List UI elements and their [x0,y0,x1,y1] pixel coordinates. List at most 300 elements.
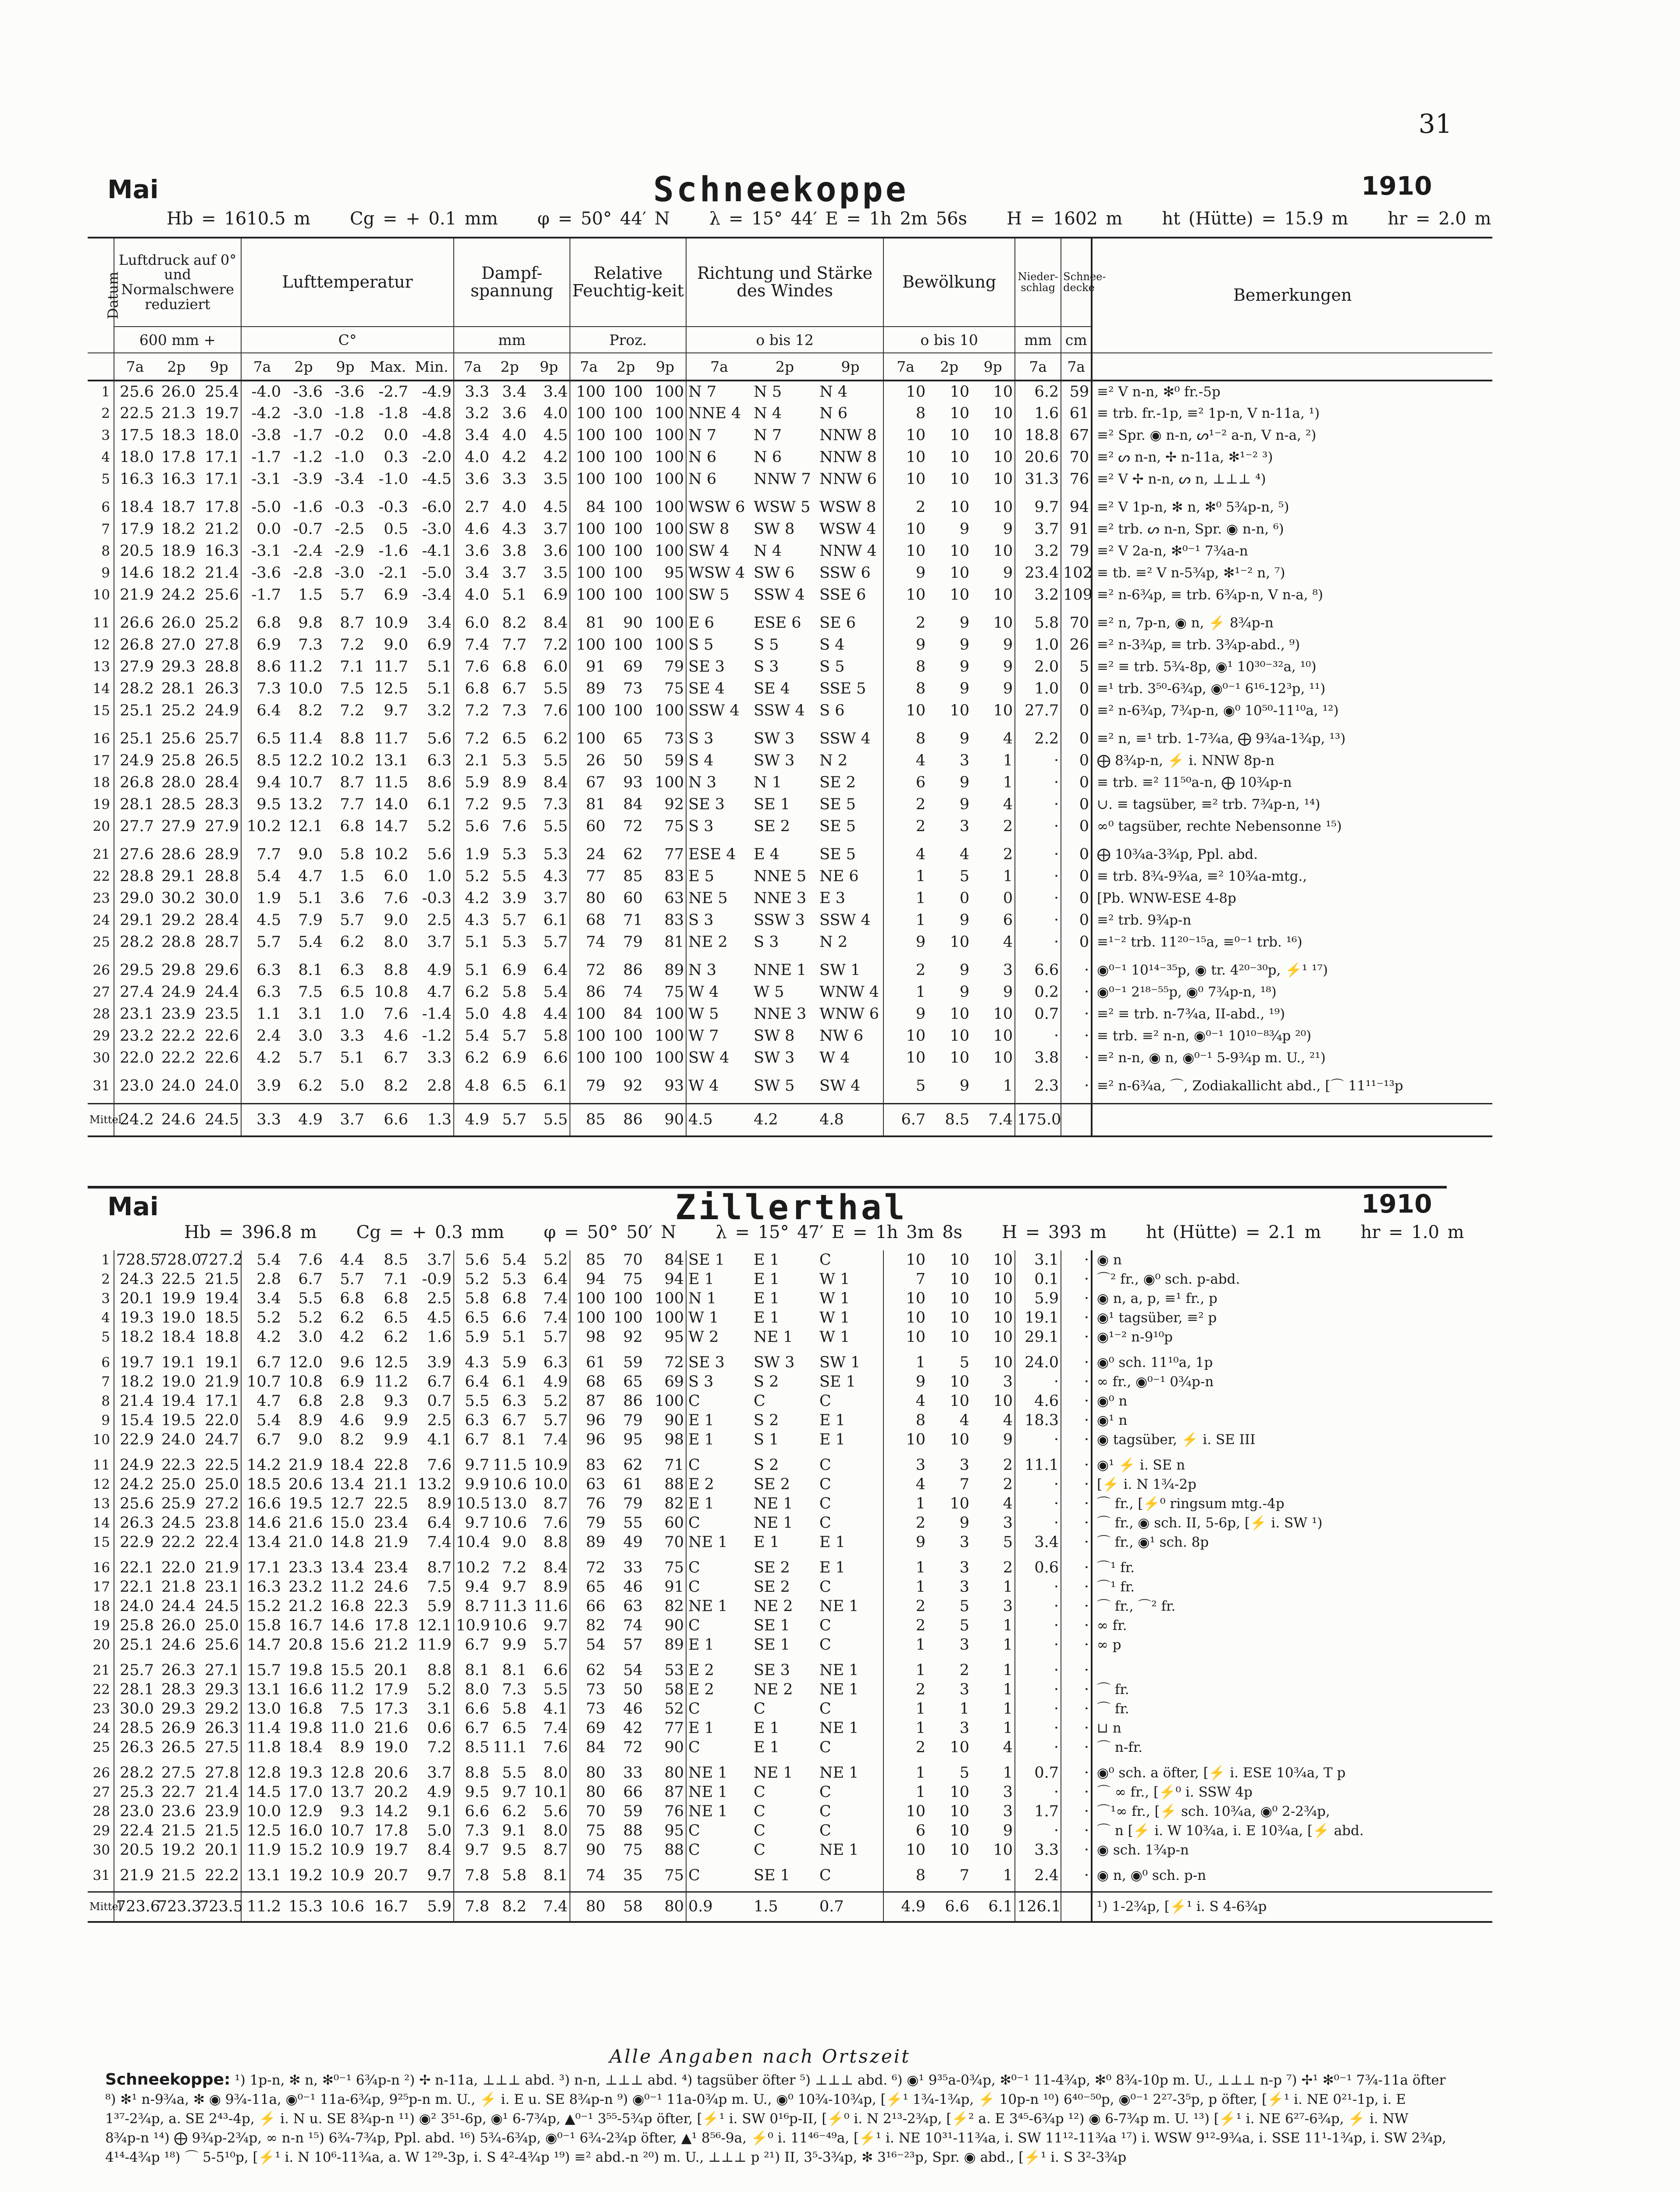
data-cell: 1.5 [298,586,323,604]
data-cell: 9 [1003,680,1013,697]
remarks-cell: ≡² V 2a-n, ✻⁰⁻¹ 7¾a-n [1092,540,1492,562]
schneekoppe-data-table [88,237,1492,1137]
data-cell: 100 [613,701,643,719]
data-cell: 22.5 [161,1270,196,1288]
subheader-cell: 7a [1015,353,1061,381]
data-cell: 12.0 [288,1353,323,1371]
data-cell: 74 [623,983,643,1001]
data-cell: · [1015,1577,1061,1597]
data-cell: 3.4 [502,383,527,401]
data-cell: 10 [993,426,1013,444]
data-cell: 5.1 [502,586,527,604]
data-cell: 6.7 [454,1635,491,1655]
data-cell: 46 [623,1700,643,1718]
data-cell: NNE 4 [686,402,752,424]
col-wind: Richtung und Stärke des Windes [686,238,883,327]
data-cell: · [1015,1475,1061,1494]
data-cell: 4.5 [543,426,568,444]
table-row [88,1699,1492,1719]
data-cell: 12.5 [241,1821,283,1840]
data-cell: 13.0 [493,1495,527,1512]
data-cell: 10 [883,468,927,490]
remarks-cell: ⊔ n [1092,1719,1492,1738]
data-cell: 62 [623,1456,643,1474]
data-cell: 2.4 [1015,1866,1061,1885]
data-cell: 9 [883,1372,927,1391]
data-cell: 21.9 [374,1533,408,1551]
data-cell: 3 [1003,1802,1013,1820]
data-cell: 90 [570,1840,607,1860]
data-cell: 5.6 [427,729,452,747]
data-cell: 4.4 [543,1005,568,1023]
data-cell: 7.2 [543,636,568,654]
table-row [88,468,1492,490]
data-cell: 1.5 [340,867,365,885]
data-cell: 2 [1003,845,1013,863]
data-cell: 15.5 [330,1661,364,1679]
remarks-cell: ◉ n, ◉⁰ sch. p-n [1092,1866,1492,1885]
data-cell: 1 [883,1699,927,1719]
mean-cell: 723.6 [114,1892,156,1922]
data-cell: 13.1 [374,751,409,769]
data-cell: · [1015,1719,1061,1738]
data-cell: 10 [993,614,1013,632]
data-cell: 73 [570,1699,607,1719]
data-cell: 10 [993,383,1013,401]
data-cell: ESE 4 [686,843,752,865]
data-cell: 7.9 [298,911,323,929]
data-cell: 11.1 [1015,1455,1061,1475]
data-cell: SW 4 [686,540,752,562]
data-cell: 25.1 [114,728,156,750]
data-cell: 0.6 [1015,1558,1061,1577]
data-cell: 5.6 [543,1802,568,1820]
table-row [88,1558,1492,1577]
remarks-cell: ≡² trb. 9¾p-n [1092,909,1492,931]
data-cell: 15.2 [241,1597,283,1616]
data-cell: W 1 [819,1289,850,1307]
data-cell: 8.1 [502,1430,527,1448]
data-cell: E 1 [686,1719,752,1738]
data-cell: 6.9 [543,586,568,604]
mean-cell: 1.3 [427,1110,452,1128]
mean-cell: 4.9 [298,1110,323,1128]
day-cell: 13 [93,658,110,675]
data-cell: 68 [570,909,607,931]
data-cell: 10 [950,564,970,582]
col-bemerkungen: Bemerkungen [1092,238,1492,353]
data-cell: 3.0 [298,1027,323,1045]
data-cell: SW 8 [754,1027,795,1045]
data-cell: 3.9 [427,1353,452,1371]
data-cell: SSE 5 [819,680,866,697]
data-cell: SW 3 [754,751,795,769]
data-cell: 69 [623,658,643,676]
data-cell: 5.2 [543,1392,568,1410]
mean-cell: 80 [570,1892,607,1922]
data-cell: 3.1 [427,1700,452,1718]
data-cell: 5.4 [543,983,568,1001]
data-cell: 14.5 [241,1783,283,1802]
data-cell: 6.6 [454,1802,491,1821]
data-cell: 3 [1003,961,1013,979]
data-cell: 4 [959,1411,969,1429]
data-cell: 100 [613,1309,643,1327]
data-cell: 0.5 [384,520,409,538]
data-cell: 3.7 [427,933,452,951]
data-cell: C [819,1495,831,1512]
data-cell: NNW 6 [819,470,877,488]
subheader-cell [88,353,114,381]
data-cell: 79 [1061,540,1092,562]
data-cell: 4 [1003,933,1013,951]
data-cell: 2 [883,815,927,837]
data-cell: 5.5 [454,1391,491,1411]
data-cell: 8 [883,1866,927,1885]
data-cell: 21.4 [114,1391,156,1411]
data-cell: 23.8 [205,1514,239,1532]
table-row [88,634,1492,656]
table-row [88,772,1492,794]
day-cell: 23 [93,1701,110,1717]
data-cell: 1 [883,1719,927,1738]
data-cell: N 2 [819,933,848,951]
day-cell: 16 [93,730,110,747]
data-cell: 21.5 [161,1822,196,1840]
data-cell: 7.7 [502,636,527,654]
data-cell: 22.4 [205,1533,239,1551]
data-cell: · [1061,1680,1092,1699]
data-cell: 100 [655,520,684,538]
table-row [88,700,1492,722]
data-cell: 21.4 [205,1783,239,1801]
data-cell: -1.6 [293,498,323,516]
data-cell: 3.4 [454,562,491,584]
data-cell: 84 [570,1738,607,1757]
data-cell: 3.2 [1015,584,1061,606]
data-cell: 10.2 [241,815,283,837]
data-cell: 50 [623,1680,643,1698]
data-cell: 91 [1061,518,1092,540]
data-cell: · [1061,1250,1092,1270]
data-cell: 9 [959,680,970,697]
data-cell: 100 [570,446,607,468]
data-cell: · [1061,1372,1092,1391]
data-cell: 16.3 [241,1577,283,1597]
data-cell: 16.3 [161,470,196,488]
data-cell: 15.0 [330,1514,364,1532]
data-cell: 8 [883,1411,927,1430]
mean-cell: 3.3 [241,1104,283,1136]
data-cell: 25.7 [205,729,239,747]
remarks-cell: ≡² n, ≡¹ trb. 1-7¾a, ⨁ 9¾a-1¾p, ¹³) [1092,728,1492,750]
data-cell: 10 [883,1430,927,1449]
data-cell: 0.7 [1015,1763,1061,1783]
data-cell: 6.2 [502,1802,527,1820]
data-cell: 10.2 [454,1558,491,1577]
data-cell: N 6 [819,404,848,422]
table-row [88,612,1492,634]
station-parameter: φ = 50° 44′ N [537,209,670,229]
table-row [88,1075,1492,1097]
table-row [88,1411,1492,1430]
data-cell: 3 [959,1636,969,1654]
data-cell: -6.0 [422,498,452,516]
data-cell: 21.5 [161,1866,196,1884]
data-cell: 5.7 [241,931,283,953]
data-cell: 10 [993,1270,1013,1288]
data-cell: 5.8 [1015,612,1061,634]
data-cell: 2 [883,496,927,518]
data-cell: 7.3 [502,1680,527,1698]
data-cell: 2 [1003,817,1013,835]
data-cell: 81 [570,612,607,634]
data-cell: 33 [623,1559,643,1576]
data-cell: 10 [950,498,970,516]
data-cell: 8.5 [241,750,283,772]
mean-cell: 8.5 [945,1110,970,1128]
data-cell: 10 [993,1309,1013,1327]
mean-cell: 723.3 [157,1897,202,1915]
data-cell: · [1015,1372,1061,1391]
data-cell: S 2 [754,1456,779,1474]
data-cell: 7.6 [384,889,409,907]
table-row [88,562,1492,584]
data-cell: SSW 3 [754,911,805,929]
mean-cell [1061,1892,1092,1922]
data-cell: 8 [883,656,927,678]
data-cell: 0 [1061,887,1092,909]
data-cell: 2.7 [454,496,491,518]
data-cell: 8.1 [454,1661,491,1680]
data-cell: S 2 [754,1411,779,1429]
data-cell: 7.4 [454,634,491,656]
data-cell: 3.4 [1015,1533,1061,1552]
remarks-cell: ⌒ ∞ fr., [⚡⁰ i. SSW 4p [1092,1783,1492,1802]
data-cell: 100 [570,424,607,446]
data-cell: 9 [959,614,970,632]
data-cell: 6 [1003,911,1013,929]
data-cell: 14.6 [241,1513,283,1533]
data-cell: -3.8 [241,424,283,446]
data-cell: 25.8 [114,1616,156,1635]
data-cell: 60 [623,889,643,907]
data-cell: 6.5 [384,1309,408,1327]
data-cell: 72 [623,817,643,835]
data-cell: 60 [570,815,607,837]
data-cell: 7.3 [543,795,568,813]
data-cell: 10 [993,1005,1013,1023]
remarks-cell: ≡² V ✢ n-n, ᔕ n, ⊥⊥⊥ ⁴) [1092,468,1492,490]
data-cell: 6.5 [502,729,527,747]
subheader-cell: 7a [241,353,283,381]
data-cell: 100 [613,520,643,538]
remarks-cell: ⌒ fr. [1092,1680,1492,1699]
day-cell: 7 [101,1374,110,1390]
data-cell: 27.9 [114,656,156,678]
data-cell: 17.8 [161,448,196,466]
data-cell: S 4 [819,636,845,654]
remarks-cell: ◉ n, a, p, ≡¹ fr., p [1092,1289,1492,1308]
data-cell: 4.2 [241,1327,283,1347]
data-cell: 1 [883,1577,927,1597]
data-cell: 94 [664,1270,684,1288]
data-cell: 12.9 [288,1802,323,1820]
data-cell: 7.4 [543,1719,568,1737]
data-cell: 4 [1003,729,1013,747]
data-cell: 100 [655,448,684,466]
day-cell: 11 [93,615,110,631]
remarks-cell: ∞ fr., ◉⁰⁻¹ 0¾p-n [1092,1372,1492,1391]
day-cell: 16 [93,1559,110,1576]
data-cell: 25.7 [114,1661,156,1680]
data-cell: NE 1 [819,1661,859,1679]
data-cell: 9 [959,658,970,676]
remarks-cell: ⌒² fr., ◉⁰ sch. p-abd. [1092,1270,1492,1289]
data-cell: 52 [664,1700,684,1718]
data-cell: 25.6 [205,1636,239,1654]
mean-cell: 58 [623,1897,643,1915]
data-cell: · [1015,772,1061,794]
data-cell: 7.2 [427,1738,452,1756]
data-cell: 75 [623,1270,643,1288]
mean-cell: 16.7 [374,1897,408,1915]
data-cell: 18.2 [114,1327,156,1347]
data-cell: 4.5 [427,1309,452,1327]
data-cell: 3.8 [1015,1047,1061,1069]
data-cell: 100 [613,586,643,604]
mean-label: Mittel [89,1114,122,1126]
table-row [88,1661,1492,1680]
remarks-cell: ⌒ n [⚡ i. W 10¾a, i. E 10¾a, [⚡ abd. [1092,1821,1492,1840]
data-cell: 5.7 [340,911,365,929]
data-cell: 8.8 [427,1661,452,1679]
data-cell: 1 [1003,1680,1013,1698]
data-cell: 5.5 [543,751,568,769]
data-cell: 6.2 [454,981,491,1003]
data-cell: 10 [950,1270,969,1288]
data-cell: 72 [570,1558,607,1577]
data-cell: W 4 [686,981,752,1003]
data-cell: 728.5 [114,1250,156,1270]
data-cell: 100 [613,1027,643,1045]
data-cell: 63 [623,1597,643,1615]
data-cell: C [686,1866,752,1885]
station-parameter: H = 393 m [1002,1222,1107,1242]
data-cell: 100 [655,701,684,719]
data-cell: · [1015,843,1061,865]
mean-cell: 0.9 [686,1892,752,1922]
data-cell: 25.0 [205,1475,239,1493]
data-cell: NNE 3 [754,889,807,907]
data-cell: 24.5 [205,1597,239,1615]
data-cell: 75 [664,817,684,835]
table-row [88,1738,1492,1757]
day-cell: 30 [93,1050,110,1066]
data-cell: 59 [623,1802,643,1820]
data-cell: 84 [623,1005,643,1023]
data-cell: 75 [664,983,684,1001]
data-cell: 6.9 [340,1373,364,1391]
data-cell: 29.3 [161,1700,196,1718]
data-cell: 23.1 [205,1578,239,1596]
data-cell: 1.9 [454,843,491,865]
data-cell: 5.1 [454,931,491,953]
mean-cell: 24.6 [161,1110,196,1128]
data-cell: 10 [950,1005,970,1023]
data-cell: 9 [959,1514,969,1532]
data-cell: 5.9 [502,1353,527,1371]
data-cell: 4.7 [298,867,323,885]
data-cell: NE 1 [819,1597,859,1615]
data-cell: NNW 8 [819,448,877,466]
data-cell: 70 [1061,446,1092,468]
day-cell: 1 [101,1252,110,1268]
data-cell: 25.4 [205,383,239,401]
data-cell: 11.0 [330,1719,364,1737]
data-cell: SE 1 [754,1616,790,1634]
data-cell: 10.1 [534,1783,568,1801]
data-cell: 88 [623,1822,643,1840]
data-cell: 10 [993,498,1013,516]
data-cell: -3.0 [293,404,323,422]
data-cell: 29.0 [114,887,156,909]
data-cell: 1 [883,981,927,1003]
data-cell: 96 [570,1430,607,1449]
data-cell: 6.3 [427,751,452,769]
data-cell: E 2 [686,1680,752,1699]
data-cell: SW 1 [819,961,861,979]
data-cell: 7.6 [454,656,491,678]
data-cell: 63 [664,889,684,907]
subheader-cell: 9p [324,353,366,381]
remarks-cell: ≡² n-n, ◉ n, ◉⁰⁻¹ 5-9¾p m. U., ²¹) [1092,1047,1492,1069]
data-cell: 100 [570,1047,607,1069]
data-cell: 10 [950,1841,969,1859]
data-cell: 10 [950,542,970,560]
data-cell: 86 [570,981,607,1003]
data-cell: 80 [664,1764,684,1782]
day-cell: 10 [93,1431,110,1448]
data-cell: · [1061,1802,1092,1821]
data-cell: · [1061,1047,1092,1069]
table-row [88,1763,1492,1783]
data-cell: 6.7 [241,1430,283,1449]
data-cell: 72 [623,1738,643,1756]
data-cell: W 1 [819,1328,850,1346]
data-cell: 3.7 [502,564,527,582]
day-cell: 28 [93,1803,110,1819]
data-cell: SE 1 [819,1373,856,1391]
data-cell: 29.1 [1015,1327,1061,1347]
data-cell: 28.0 [161,773,196,791]
data-cell: 24.4 [161,1597,196,1615]
data-cell: 10 [993,701,1013,719]
data-cell: SE 3 [686,656,752,678]
day-cell: 27 [93,984,110,1000]
data-cell: 74 [570,931,607,953]
data-cell: 67 [1061,424,1092,446]
data-cell: 21.2 [374,1636,408,1654]
data-cell: 18.3 [1015,1411,1061,1430]
data-cell: 95 [664,1328,684,1346]
data-cell: 1.7 [1015,1802,1061,1821]
data-cell: 6.6 [543,1049,568,1067]
data-cell: 61 [1061,402,1092,424]
data-cell: 5.9 [454,772,491,794]
data-cell: 3.9 [241,1075,283,1097]
year-label-schneekoppe: 1910 [1361,171,1432,201]
